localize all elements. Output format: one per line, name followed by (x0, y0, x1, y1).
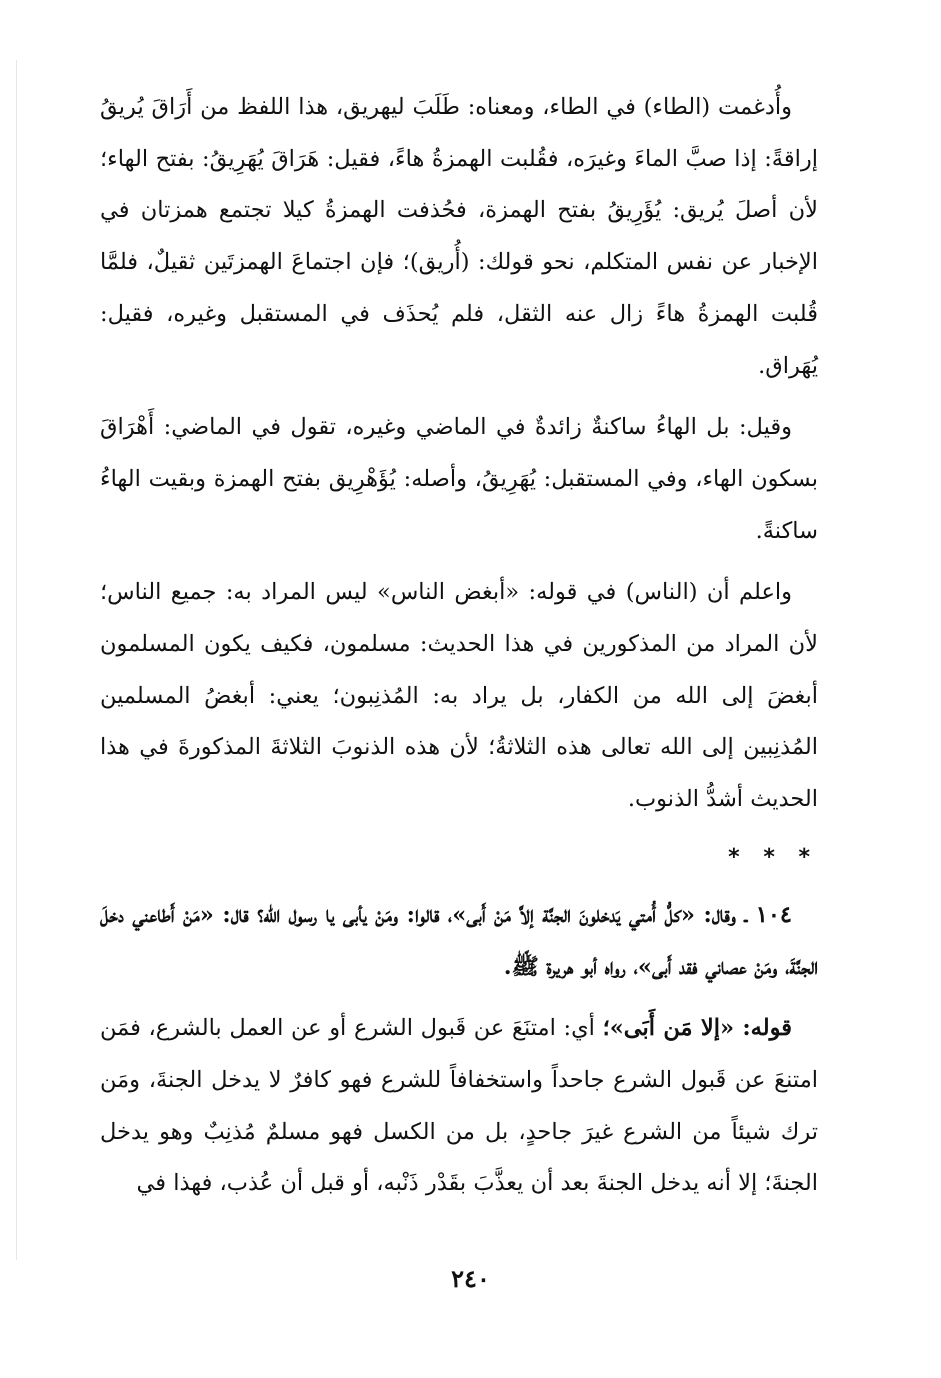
page-number: ٢٤٠ (451, 1264, 490, 1293)
paragraph-1: وأُدغمت (الطاء) في الطاء، ومعناه: طَلَبَ ليهريق، هذا اللفظ من أَرَاقَ يُريقُ إراقةً: إذا صبَّ الماءَ وغيرَه، فقُلبت الهمزةُ هاءً، فقيل: هَرَاقَ يُهَرِيقُ: بفتح الهاء؛ لأن أصلَ يُريق: يُؤَرِيقُ بفتح الهمزة، فحُذفت الهمزةُ كيلا تجتمع همزتان في الإخبار عن نفس المتكلم، نحو قولك: (أُريق)؛ فإن اجتماعَ الهمزتَين ثقيلٌ، فلمَّا قُلبت الهمزةُ هاءً زال عنه الثقل، فلم يُحذَف في المستقبل وغيره، فقيل: يُهَراق. (100, 94, 818, 379)
paragraph-3: واعلم أن (الناس) في قوله: «أبغض الناس» ليس المراد به: جميع الناس؛ لأن المراد من المذكورين في هذا الحديث: مسلمون، فكيف يكون المسلمون أبغضَ إلى الله من الكفار، بل يراد به: المُذنِبون؛ يعني: أبغضُ المسلمين المُذنِبين إلى الله تعالى هذه الثلاثةُ؛ لأن هذه الذنوبَ الثلاثةَ المذكورةَ في هذا الحديث أشدُّ الذنوب. (100, 579, 818, 813)
commentary-paragraph (100, 1003, 818, 1210)
page-edge-line (16, 60, 17, 1260)
section-separator: * * * (728, 844, 818, 870)
main-text (100, 82, 818, 1220)
commentary-label: قوله: «إلا مَن أَبَى»؛ (602, 1015, 792, 1042)
paragraph-2: وقيل: بل الهاءُ ساكنةٌ زائدةٌ في الماضي وغيره، تقول في الماضي: أَهْرَاقَ بسكون الهاء، وفي المستقبل: يُهَرِيقُ، وأصله: يُؤَهْرِيق بفتح الهمزة وبقيت الهاءُ ساكنةً. (100, 414, 818, 544)
hadith-text: ١٠٤ ـ وقال: «كلُّ أُمتي يَدخلونَ الجنَّة إلاَّ مَنْ أَبى»، قالوا: ومَنْ يأبى يا رسول الله؟ قال: «مَنْ أَطاعني دخلَ الجنَّةَ، ومَنْ عصاني فقد أَبى»، رواه أبو هريرة ﷺ. (100, 901, 818, 980)
commentary-text: أي: امتنَعَ عن قَبول الشرع أو عن العمل بالشرع، فمَن امتنعَ عن قَبول الشرع جاحداً واستخفافاً للشرع فهو كافرٌ لا يدخل الجنةَ، ومَن ترك شيئاً من الشرع غيرَ جاحدٍ، بل من الكسل فهو مسلمٌ مُذنِبٌ وهو يدخل الجنةَ؛ إلا أنه يدخل الجنةَ بعد أن يعذَّبَ بقَدْر ذَنْبه، أو قبل أن عُذب، فهذا في (100, 1015, 818, 1197)
